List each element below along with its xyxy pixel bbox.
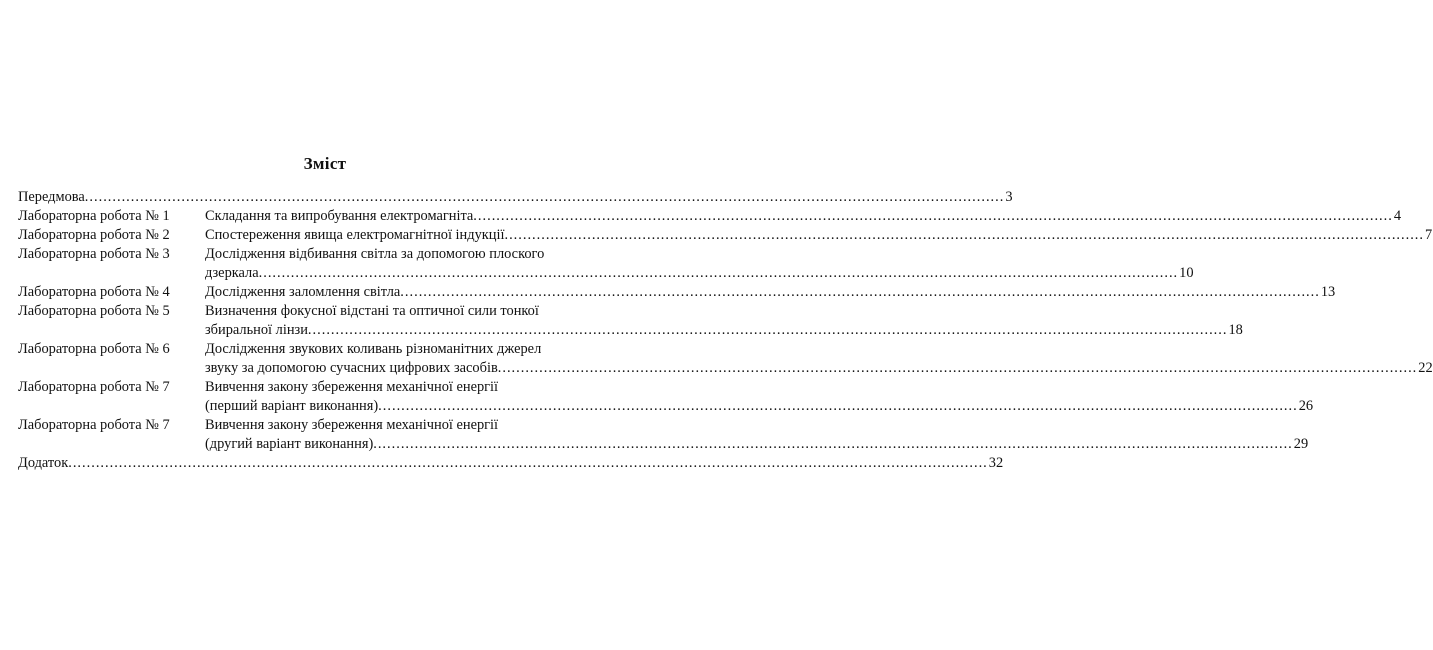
toc-entry-title-continued: дзеркала [205, 265, 259, 281]
toc-entry-label: Лабораторна робота № 6 [18, 341, 170, 357]
dot-leader: ........................................................................................................................................................................................................ [84, 189, 1005, 205]
toc-entry-page: 4 [1393, 208, 1402, 224]
page-title: Зміст [303, 154, 347, 173]
toc-entry-label: Лабораторна робота № 5 [18, 303, 170, 319]
dot-leader: ........................................................................................................................................................................................................ [378, 398, 1298, 414]
toc-entry-title: Вивчення закону збереження механічної енергії [205, 379, 499, 395]
toc-entry-label: Додаток [18, 455, 69, 471]
toc-entry-label: Лабораторна робота № 7 [18, 379, 170, 395]
dot-leader: ........................................................................................................................................................................................................ [504, 227, 1424, 243]
toc-entry-title: Спостереження явища електромагнітної індукції [205, 227, 505, 243]
toc-entry-label: Лабораторна робота № 3 [18, 246, 170, 262]
toc-entry-lab-2 [18, 226, 1433, 245]
toc-entry-title: Дослідження відбивання світла за допомогою плоского [205, 246, 545, 262]
toc-entry-label: Лабораторна робота № 1 [18, 208, 170, 224]
dot-leader: ........................................................................................................................................................................................................ [473, 208, 1393, 224]
toc-entry-label: Лабораторна робота № 7 [18, 417, 170, 433]
toc-entry-label: Лабораторна робота № 2 [18, 227, 170, 243]
toc-entry-lab-7b [18, 416, 635, 435]
toc-entry-page: 22 [1418, 360, 1433, 376]
toc-entry-lab-5-continued [18, 321, 1243, 340]
toc-entry-title-continued: збиральної лінзи [205, 322, 308, 338]
toc-entry-preface [18, 188, 1013, 207]
toc-entry-page: 29 [1293, 436, 1309, 452]
toc-entry-lab-3 [18, 245, 635, 264]
toc-entry-lab-1 [18, 207, 1402, 226]
toc-entry-title-continued: звуку за допомогою сучасних цифрових засобів [205, 360, 498, 376]
toc-entry-lab-7b-continued [18, 435, 1309, 454]
toc-entry-lab-5 [18, 302, 635, 321]
toc-entry-title: Дослідження заломлення світла [205, 284, 401, 300]
toc-entry-title: Вивчення закону збереження механічної енергії [205, 417, 499, 433]
toc-entry-title: Визначення фокусної відстані та оптичної сили тонкої [205, 303, 539, 319]
toc-entry-lab-6 [18, 340, 635, 359]
table-of-contents [18, 188, 1433, 473]
toc-entry-page: 18 [1228, 322, 1243, 338]
toc-entry-label: Передмова [18, 189, 85, 205]
toc-entry-label: Лабораторна робота № 4 [18, 284, 170, 300]
toc-entry-appendix [18, 454, 1004, 473]
toc-entry-title: Складання та випробування електромагніта [205, 208, 474, 224]
toc-entry-page: 10 [1179, 265, 1194, 281]
dot-leader: ........................................................................................................................................................................................................ [400, 284, 1320, 300]
toc-entry-page: 13 [1320, 284, 1336, 300]
dot-leader: ........................................................................................................................................................................................................ [307, 322, 1228, 338]
dot-leader: ........................................................................................................................................................................................................ [258, 265, 1179, 281]
toc-entry-title-continued: (другий варіант виконання) [205, 436, 374, 452]
toc-entry-lab-4 [18, 283, 1336, 302]
toc-entry-lab-7a [18, 378, 635, 397]
toc-entry-page: 26 [1298, 398, 1314, 414]
toc-entry-page: 3 [1005, 189, 1013, 205]
toc-entry-title: Дослідження звукових коливань різноманітних джерел [205, 341, 542, 357]
toc-entry-title-continued: (перший варіант виконання) [205, 398, 379, 414]
toc-entry-page: 32 [988, 455, 1004, 471]
dot-leader: ........................................................................................................................................................................................................ [497, 360, 1418, 376]
toc-entry-page: 7 [1425, 227, 1433, 243]
dot-leader: ........................................................................................................................................................................................................ [68, 455, 988, 471]
toc-entry-lab-3-continued [18, 264, 1194, 283]
toc-entry-lab-6-continued [18, 359, 1433, 378]
toc-entry-lab-7a-continued [18, 397, 1314, 416]
dot-leader: ........................................................................................................................................................................................................ [373, 436, 1293, 452]
